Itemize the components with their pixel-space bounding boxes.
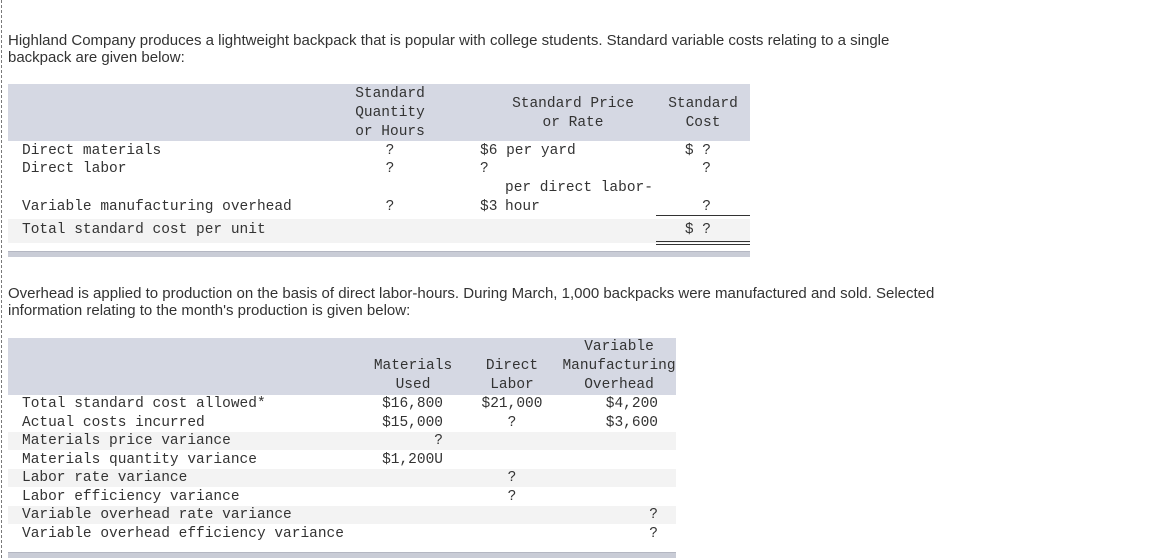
row-direct-materials-cost: $ ? — [684, 143, 711, 159]
table2-row-4-label: Materials quantity variance — [22, 451, 257, 468]
table2-row-1-labor: $21,000 — [481, 396, 543, 412]
table1-bottom-border — [8, 251, 750, 257]
header-variable-overhead-1: Variable — [584, 339, 654, 355]
table2-row-1-overhead: $4,200 — [605, 396, 658, 412]
row-variable-overhead-price-prefix: $3 — [480, 199, 498, 215]
row-direct-labor-price: ? — [480, 161, 489, 177]
table2-row-7-overhead: ? — [649, 507, 658, 523]
header-standard-price-1: Standard Price — [512, 96, 634, 112]
table2-row-3-label: Materials price variance — [22, 433, 231, 449]
row-variable-overhead-price-line1: per direct labor- — [505, 180, 653, 196]
row-direct-materials-label: Direct materials — [22, 143, 162, 159]
header-direct-labor-2: Labor — [490, 377, 534, 393]
table2-row-8-overhead: ? — [649, 525, 658, 542]
row-variable-overhead-qty: ? — [385, 199, 395, 215]
row-direct-labor-qty: ? — [385, 161, 395, 177]
header-standard-price-2: or Rate — [542, 115, 604, 131]
header-standard-quantity-2: Quantity — [355, 105, 425, 121]
total-double-underline-2 — [656, 244, 750, 245]
table2-row-7-label: Variable overhead rate variance — [22, 507, 292, 523]
table2-row-2-materials: $15,000 — [382, 414, 443, 431]
total-double-underline-1 — [656, 241, 750, 242]
header-materials-used-1: Materials — [373, 358, 453, 374]
row-variable-overhead-cost: ? — [702, 199, 711, 215]
middle-paragraph: Overhead is applied to production on the basis of direct labor-hours. During March, 1,000 backpacks were manufactured and sold. Selected information relating to the month's production is given below: — [8, 285, 935, 319]
row-direct-labor-label: Direct labor — [22, 161, 127, 177]
table2-row-1-materials: $16,800 — [382, 396, 443, 412]
row-direct-labor-cost: ? — [702, 161, 711, 177]
table2-row-3-materials: ? — [434, 433, 443, 449]
header-standard-quantity-1: Standard — [355, 86, 425, 102]
row-total-cost: $ ? — [684, 222, 711, 238]
header-materials-used-2: Used — [395, 377, 431, 393]
subtotal-underline — [656, 215, 750, 216]
header-variable-overhead-3: Overhead — [584, 377, 654, 393]
intro-paragraph: Highland Company produces a lightweight backpack that is popular with college students. Standard variable costs relating to a single backpack are given below: — [8, 32, 890, 66]
table2-row-5-labor: ? — [507, 470, 517, 486]
table2-row-6-label: Labor efficiency variance — [22, 488, 240, 505]
header-standard-cost-2: Cost — [685, 115, 721, 131]
table2-row-2-labor: ? — [507, 414, 517, 431]
header-standard-quantity-3: or Hours — [355, 124, 425, 140]
row-variable-overhead-price-line2: hour — [505, 199, 540, 215]
header-standard-cost-1: Standard — [668, 96, 738, 112]
row-variable-overhead-label: Variable manufacturing overhead — [22, 199, 292, 215]
table2-row-2-overhead: $3,600 — [605, 414, 658, 431]
table2-row-1-label: Total standard cost allowed* — [22, 396, 266, 412]
table2-row-8-label: Variable overhead efficiency variance — [22, 525, 344, 542]
row-direct-materials-qty: ? — [385, 143, 395, 159]
table2-row-6-labor: ? — [507, 488, 517, 505]
row-total-label: Total standard cost per unit — [22, 222, 266, 238]
header-direct-labor-1: Direct — [485, 358, 539, 374]
table2-row-5-label: Labor rate variance — [22, 470, 188, 486]
table2-row-4-materials: $1,200U — [382, 451, 443, 468]
table2-row-2-label: Actual costs incurred — [22, 414, 205, 431]
page-left-border — [1, 0, 2, 558]
table2-bottom-border — [8, 552, 676, 558]
row-direct-materials-price: $6 per yard — [480, 143, 576, 159]
header-variable-overhead-2: Manufacturing — [562, 358, 676, 374]
